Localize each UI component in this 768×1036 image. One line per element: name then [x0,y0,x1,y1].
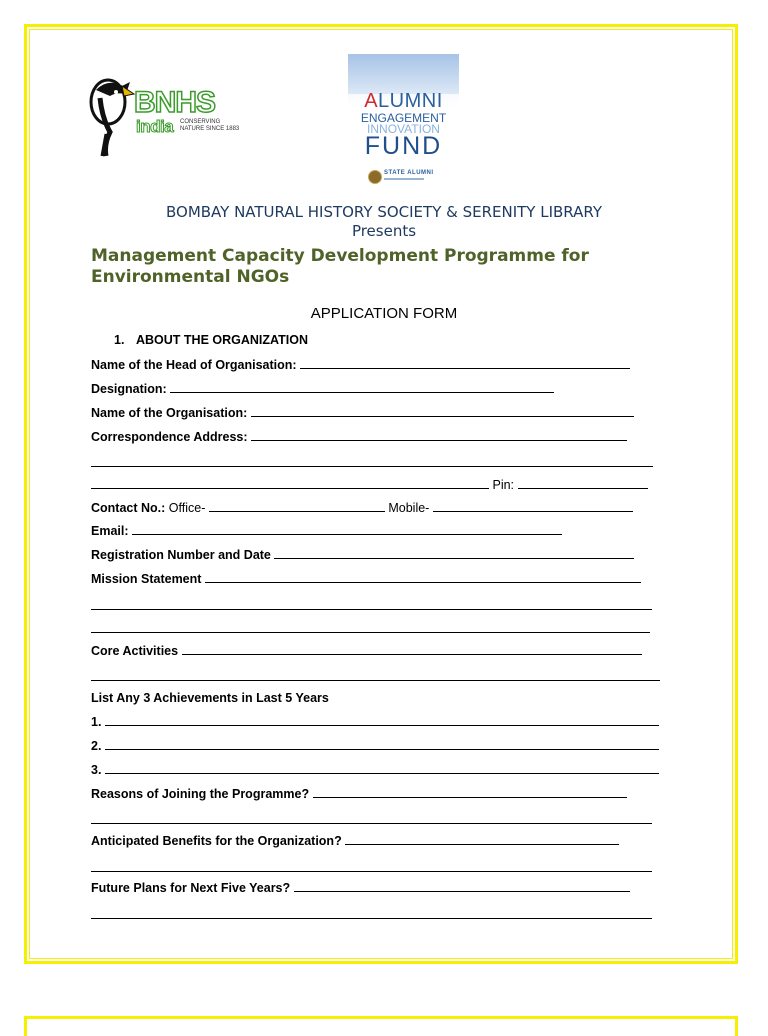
state-seal-icon [368,170,382,184]
reasons-row [91,786,627,802]
benefits-row [91,833,619,849]
alumni-logo-line4: FUND [364,132,443,160]
bnhs-logo [86,72,248,158]
head-of-org-row [91,357,630,373]
presents-text: Presents [351,222,417,240]
alumni-fund-logo [348,54,459,194]
mission-field[interactable] [205,571,641,583]
core-line-2[interactable] [91,680,660,681]
achievement-3-label: 3. [91,763,102,777]
office-field[interactable] [209,500,385,512]
email-field[interactable] [132,523,562,535]
email-label: Email: [91,524,129,538]
achievement-2-label: 2. [91,739,102,753]
contact-label: Contact No.: [91,501,166,515]
alumni-logo-footer: STATE ALUMNI [384,170,434,176]
designation-label: Designation: [91,382,167,396]
registration-label: Registration Number and Date [91,548,271,562]
achievement-2-row [91,738,663,754]
reasons-line-2[interactable] [91,823,652,824]
section-heading [114,333,308,347]
alumni-logo-line3: INNOVATION [367,122,440,136]
email-row [91,523,562,539]
org-name-label: Name of the Organisation: [91,406,248,420]
future-row [91,880,630,896]
org-name-row [91,405,634,421]
designation-field[interactable] [170,381,554,393]
reasons-label: Reasons of Joining the Programme? [91,787,310,801]
organization-title: BOMBAY NATURAL HISTORY SOCIETY & SERENITY LIBRARY [165,203,602,221]
pin-label: Pin: [492,478,515,492]
achievement-2-field[interactable] [105,738,659,750]
pin-field[interactable] [518,477,648,489]
achievements-row [91,690,329,706]
benefits-line-2[interactable] [91,871,652,872]
form-title: APPLICATION FORM [310,305,458,322]
address-field[interactable] [251,429,627,441]
hornbill-logo-icon [86,72,136,158]
section-number: 1. [114,333,125,347]
achievement-3-field[interactable] [105,762,659,774]
registration-field[interactable] [274,547,634,559]
achievement-3-row [91,762,663,778]
reasons-field[interactable] [313,786,627,798]
future-label: Future Plans for Next Five Years? [91,881,291,895]
mobile-label: Mobile- [388,501,430,515]
alumni-logo-a: A [364,90,379,112]
head-of-org-field[interactable] [300,357,630,369]
future-line-2[interactable] [91,918,652,919]
core-field[interactable] [182,643,642,655]
bnhs-tagline [180,119,239,133]
org-name-field[interactable] [251,405,634,417]
benefits-label: Anticipated Benefits for the Organization? [91,834,342,848]
achievement-1-label: 1. [91,715,102,729]
address-label: Correspondence Address: [91,430,248,444]
achievement-1-field[interactable] [105,714,659,726]
designation-row [91,381,554,397]
achievement-1-row [91,714,663,730]
next-page-border [24,1016,738,1036]
bnhs-wordmark: BNHS [134,86,216,119]
pin-row [91,477,661,493]
bnhs-india-wordmark: india [136,117,174,136]
address-line-2[interactable] [91,466,653,467]
core-row [91,643,642,659]
alumni-logo-footer-rule [384,178,424,180]
mission-line-3[interactable] [91,632,650,633]
bnhs-tagline-2: NATURE SINCE 1883 [180,126,240,132]
mission-row [91,571,641,587]
mission-line-2[interactable] [91,609,652,610]
benefits-field[interactable] [345,833,619,845]
address-row [91,429,627,445]
contact-row [91,500,633,516]
section-title: ABOUT THE ORGANIZATION [136,333,308,347]
office-label: Office- [168,501,206,515]
mobile-field[interactable] [433,500,633,512]
alumni-logo-sky [348,54,459,94]
alumni-logo-line1 [348,90,459,113]
bnhs-tagline-1: CONSERVING [180,119,221,125]
registration-row [91,547,634,563]
mission-label: Mission Statement [91,572,202,586]
future-field[interactable] [294,880,630,892]
head-of-org-label: Name of the Head of Organisation: [91,358,297,372]
address-line-3[interactable] [91,477,489,489]
programme-title: Management Capacity Development Programme for Environmental NGOs [91,246,589,287]
alumni-logo-line2: ENGAGEMENT [360,111,447,125]
alumni-logo-lumni: LUMNI [378,90,443,112]
achievements-label: List Any 3 Achievements in Last 5 Years [91,691,329,705]
core-label: Core Activities [91,644,179,658]
